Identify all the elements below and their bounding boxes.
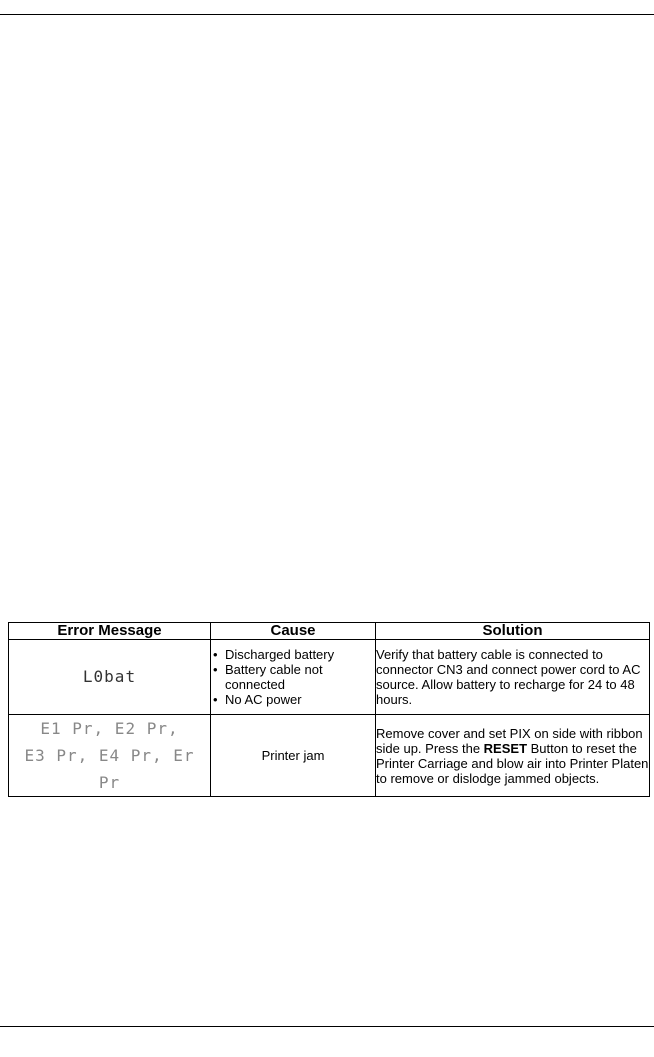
cause-text: Discharged battery xyxy=(225,647,335,662)
cause-item xyxy=(213,692,375,707)
cause-item xyxy=(213,647,375,662)
table-row xyxy=(9,715,650,797)
error-message-cell xyxy=(9,640,211,715)
error-message-table xyxy=(8,622,650,797)
cause-cell: Printer jam xyxy=(211,715,376,797)
bullet-icon: • xyxy=(213,662,218,677)
cause-text: Battery cable not connected xyxy=(225,662,323,692)
lcd-error-code: L0bat xyxy=(82,667,137,686)
table-row xyxy=(9,640,650,715)
solution-cell: Verify that battery cable is connected to connector CN3 and connect power cord to AC source. Allow battery to recharge for 24 to 48 hours. xyxy=(376,640,650,715)
footer-rule xyxy=(0,1026,654,1027)
column-header-error-message: Error Message xyxy=(9,623,211,640)
lcd-error-code: E3 Pr, E4 Pr, Er Pr xyxy=(24,746,195,792)
column-header-solution: Solution xyxy=(376,623,650,640)
lcd-error-code: E1 Pr, E2 Pr, xyxy=(40,719,179,738)
bullet-icon: • xyxy=(213,647,218,662)
cause-list xyxy=(211,647,375,707)
bullet-icon: • xyxy=(213,692,218,707)
reset-keyword: RESET xyxy=(483,740,528,756)
solution-text: Button to reset the Printer Carriage and blow air into Printer Platen to remove or dislodge jammed objects. xyxy=(376,740,649,786)
error-message-cell xyxy=(9,715,211,797)
solution-cell xyxy=(376,715,650,797)
table-header-row xyxy=(9,623,650,640)
cause-cell xyxy=(211,640,376,715)
header-rule xyxy=(0,14,654,15)
cause-item xyxy=(213,662,375,692)
cause-text: No AC power xyxy=(225,692,302,707)
solution-text: Remove cover and set PIX on side with ribbon side up. Press the xyxy=(376,725,643,756)
column-header-cause: Cause xyxy=(211,623,376,640)
